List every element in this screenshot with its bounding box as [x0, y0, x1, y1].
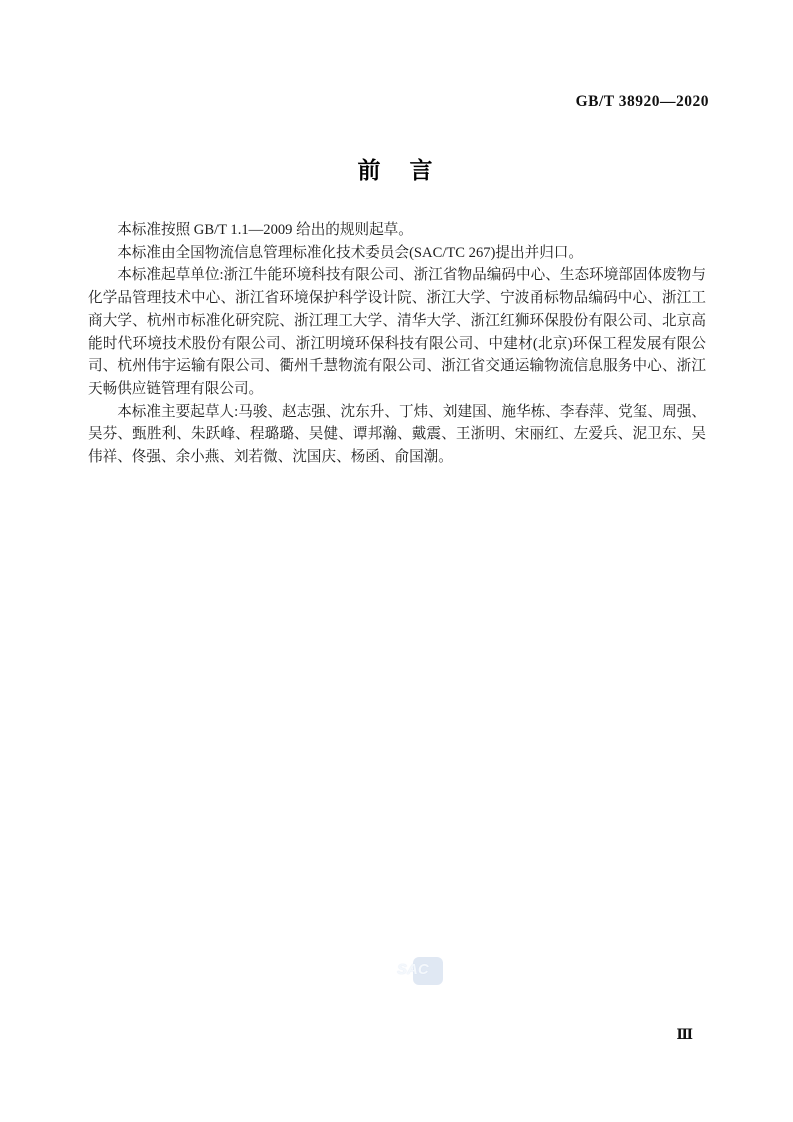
paragraph-drafting-organizations: 本标准起草单位:浙江牛能环境科技有限公司、浙江省物品编码中心、生态环境部固体废物与化学品管理技术中心、浙江省环境保护科学设计院、浙江大学、宁波甬标物品编码中心、浙江工商大学、杭州市标准化研究院、浙江理工大学、清华大学、浙江红狮环保股份有限公司、北京高能时代环境技术股份有限公司、浙江明境环保科技有限公司、中建材(北京)环保工程发展有限公司、杭州伟宇运输有限公司、衢州千慧物流有限公司、浙江省交通运输物流信息服务中心、浙江天畅供应链管理有限公司。	[88, 267, 706, 397]
standard-code-header: GB/T 38920—2020	[575, 93, 709, 110]
paragraph-proposed-by: 本标准由全国物流信息管理标准化技术委员会(SAC/TC 267)提出并归口。	[117, 244, 583, 261]
sac-logo-text: SAC	[397, 961, 429, 978]
foreword-body	[88, 219, 706, 469]
paragraph-main-drafters: 本标准主要起草人:马骏、赵志强、沈东升、丁炜、刘建国、施华栋、李春萍、党玺、周强、吴芬、甄胜利、朱跃峰、程璐璐、吴健、谭邦瀚、戴震、王浙明、宋丽红、左爱兵、泥卫东、吴伟祥、佟强、余小燕、刘若微、沈国庆、杨函、俞国潮。	[88, 403, 706, 466]
paragraph-drafting-rule: 本标准按照 GB/T 1.1—2009 给出的规则起草。	[117, 222, 413, 238]
sac-watermark	[397, 955, 443, 987]
page-number: Ⅲ	[676, 1027, 693, 1042]
page-title: 前 言	[357, 157, 436, 183]
